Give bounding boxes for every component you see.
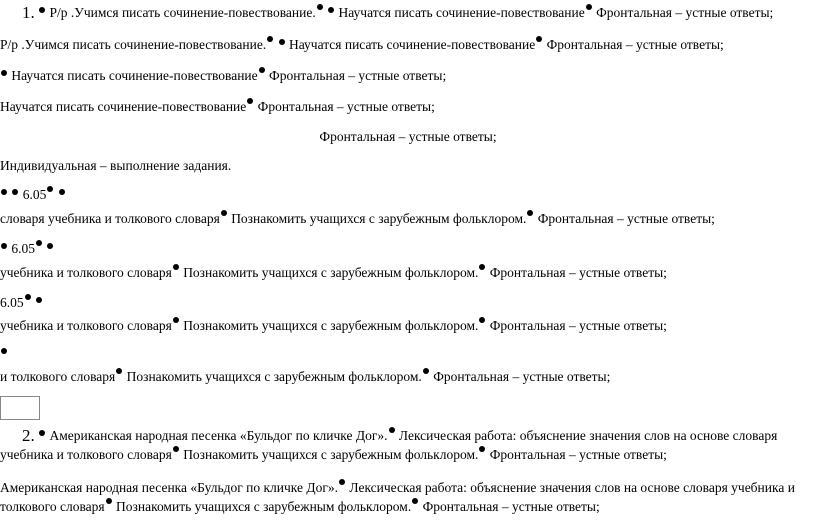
bullet-icon — [339, 479, 345, 485]
dictionary-phrase: учебника и толкового словаря — [0, 318, 172, 333]
assessment-form: Фронтальная – устные ответы; — [489, 265, 667, 280]
text-line — [0, 129, 816, 145]
text-line — [0, 479, 795, 496]
dictionary-phrase: толкового словаря — [0, 499, 105, 514]
lesson-date: 6.05 — [0, 295, 24, 310]
assessment-form: Фронтальная – устные ответы; — [319, 129, 497, 144]
bullet-icon — [1, 243, 7, 249]
bullet-icon — [412, 498, 418, 504]
individual-work: Индивидуальная – выполнение задания. — [0, 158, 232, 173]
text-line — [0, 446, 667, 463]
bullet-icon — [479, 317, 485, 323]
bullet-icon — [479, 264, 485, 270]
date-line — [0, 240, 54, 257]
assessment-form: Фронтальная – устные ответы; — [269, 68, 447, 83]
bullet-icon — [317, 4, 323, 10]
assessment-form: Фронтальная – устные ответы; — [546, 37, 724, 52]
list-number-2: 2. — [22, 426, 35, 445]
bullet-icon — [36, 297, 42, 303]
assessment-form: Фронтальная – устные ответы; — [537, 211, 715, 226]
empty-cell-box — [0, 396, 40, 420]
folklore-goal: Познакомить учащихся с зарубежным фольклором. — [183, 265, 479, 280]
bullet-icon — [47, 243, 53, 249]
bullet-icon — [36, 240, 42, 246]
date-line — [0, 294, 43, 311]
bullet-icon — [527, 210, 533, 216]
bullet-icon — [173, 264, 179, 270]
bullet-icon — [116, 368, 122, 374]
assessment-form: Фронтальная – устные ответы; — [433, 369, 611, 384]
song-title: Американская народная песенка «Бульдог по кличке Дог». — [49, 428, 388, 443]
text-line — [0, 346, 8, 362]
bullet-icon — [1, 348, 7, 354]
assessment-form: Фронтальная – устные ответы; — [422, 499, 600, 514]
assessment-form: Фронтальная – устные ответы; — [596, 5, 774, 20]
bullet-icon — [259, 67, 265, 73]
bullet-icon — [106, 498, 112, 504]
bullet-icon — [221, 210, 227, 216]
bullet-icon — [59, 189, 65, 195]
bullet-icon — [389, 427, 395, 433]
folklore-goal: Познакомить учащихся с зарубежным фольклором. — [126, 369, 422, 384]
folklore-goal: Познакомить учащихся с зарубежным фольклором. — [183, 447, 479, 462]
list-item-1 — [22, 4, 773, 21]
bullet-icon — [12, 189, 18, 195]
text-line — [0, 317, 667, 334]
bullet-icon — [39, 7, 45, 13]
lesson-title: Р/р .Учимся писать сочинение-повествование. — [49, 5, 316, 20]
folklore-goal: Познакомить учащихся с зарубежным фольклором. — [183, 318, 479, 333]
bullet-icon — [173, 317, 179, 323]
bullet-icon — [1, 189, 7, 195]
bullet-icon — [39, 430, 45, 436]
lesson-date: 6.05 — [22, 187, 47, 202]
learning-outcome: Научатся писать сочинение-повествование — [11, 68, 258, 83]
text-line — [0, 368, 610, 385]
learning-outcome: Научатся писать сочинение-повествование — [0, 99, 247, 114]
learning-outcome: Научатся писать сочинение-повествование — [288, 37, 536, 52]
lexical-work: Лексическая работа: объяснение значения слов на основе словаря — [398, 428, 778, 443]
lesson-title: Р/р .Учимся писать сочинение-повествование. — [0, 37, 267, 52]
text-line — [0, 498, 600, 515]
text-line — [0, 67, 446, 84]
bullet-icon — [479, 446, 485, 452]
lesson-date: 6.05 — [11, 241, 35, 256]
dictionary-phrase: и толкового словаря — [0, 369, 116, 384]
bullet-icon — [25, 294, 31, 300]
bullet-icon — [536, 36, 542, 42]
lexical-work: Лексическая работа: объяснение значения слов на основе словаря учебника и — [349, 480, 795, 495]
bullet-icon — [47, 186, 53, 192]
folklore-goal: Познакомить учащихся с зарубежным фольклором. — [231, 211, 527, 226]
learning-outcome: Научатся писать сочинение-повествование — [338, 5, 585, 20]
list-item-2 — [22, 427, 777, 444]
bullet-icon — [279, 39, 285, 45]
list-number-1: 1. — [22, 3, 35, 22]
text-line — [0, 158, 231, 174]
assessment-form: Фронтальная – устные ответы; — [489, 447, 667, 462]
bullet-icon — [423, 368, 429, 374]
bullet-icon — [267, 36, 273, 42]
assessment-form: Фронтальная – устные ответы; — [257, 99, 435, 114]
bullet-icon — [328, 7, 334, 13]
text-line — [0, 98, 435, 115]
text-line — [0, 210, 715, 227]
text-line — [0, 36, 724, 53]
dictionary-phrase: словаря учебника и толкового словаря — [0, 211, 220, 226]
date-line — [0, 186, 66, 203]
bullet-icon — [1, 70, 7, 76]
folklore-goal: Познакомить учащихся с зарубежным фольклором. — [116, 499, 412, 514]
song-title: Американская народная песенка «Бульдог по кличке Дог». — [0, 480, 339, 495]
bullet-icon — [247, 98, 253, 104]
dictionary-phrase: учебника и толкового словаря — [0, 447, 172, 462]
assessment-form: Фронтальная – устные ответы; — [489, 318, 667, 333]
dictionary-phrase: учебника и толкового словаря — [0, 265, 172, 280]
bullet-icon — [586, 4, 592, 10]
text-line — [0, 264, 667, 281]
bullet-icon — [173, 446, 179, 452]
